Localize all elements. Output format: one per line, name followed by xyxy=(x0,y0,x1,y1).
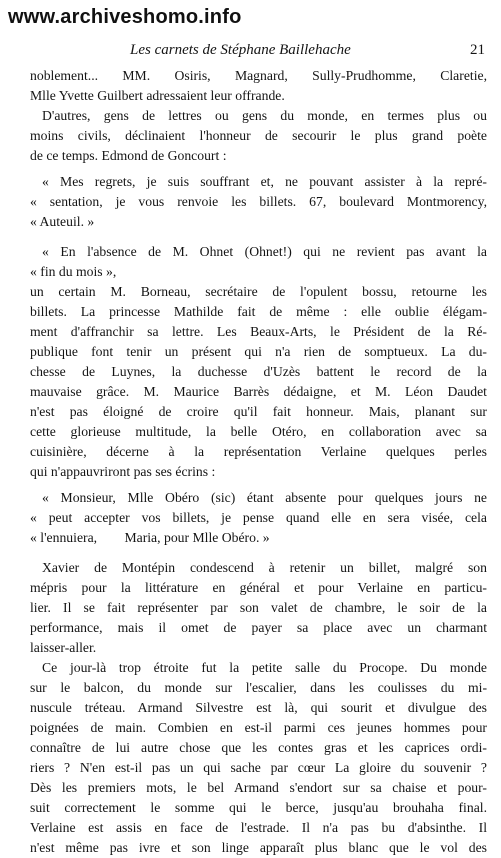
paragraph-5 xyxy=(30,658,487,858)
text-line: « fin du mois », xyxy=(30,264,117,279)
text-line: mépris pour la littérature en général et pour Verlaine en particu- xyxy=(30,580,487,595)
running-title: Les carnets de Stéphane Baillehache xyxy=(130,42,351,58)
text-line: sur le balcon, du monde sur l'escalier, dans les coulisses du mi- xyxy=(30,680,487,695)
text-line: un certain M. Borneau, secrétaire de l'opulent bossu, retourne les xyxy=(30,284,487,299)
text-line: lier. Il se fait représenter par son valet de chambre, le soir de la xyxy=(30,600,487,615)
text-line: « Monsieur, Mlle Obéro (sic) étant absente pour quelques jours ne xyxy=(42,490,487,505)
text-line: « En l'absence de M. Ohnet (Ohnet!) qui ne revient pas avant la xyxy=(42,244,487,259)
text-line: « l'ennuiera, Maria, pour Mlle Obéro. » xyxy=(30,530,270,545)
text-line: « Auteuil. » xyxy=(30,214,95,229)
text-line: moins civils, déclinaient l'honneur de secourir le plus grand poète xyxy=(30,128,487,143)
text-line: laisser-aller. xyxy=(30,640,97,655)
text-line: n'est pas éloigné de croire qu'il fait honneur. Mais, planant sur xyxy=(30,404,487,419)
text-line: Dès les premiers mots, le bel Armand s'endort sur sa chaise et pour- xyxy=(30,780,487,795)
text-line: Xavier de Montépin condescend à retenir un billet, malgré son xyxy=(42,560,487,575)
page-number: 21 xyxy=(470,42,485,58)
text-line: cette glorieuse multitude, la belle Otéro, en collaboration avec sa xyxy=(30,424,487,439)
text-line: performance, mais il omet de payer sa place avec un charmant xyxy=(30,620,487,635)
text-line: cuisinière, décerne à la représentation Verlaine quelques perles xyxy=(30,444,487,459)
text-line: de ce temps. Edmond de Goncourt : xyxy=(30,148,227,163)
text-line: ment d'affranchir sa lettre. Les Beaux-Arts, le Président de la Ré- xyxy=(30,324,487,339)
paragraph-2 xyxy=(30,106,487,166)
text-line: mauvaise grâce. M. Maurice Barrès dédaigne, et M. Léon Daudet xyxy=(30,384,487,399)
text-line: billets. La princesse Mathilde fait de même : elle oublie élégam- xyxy=(30,304,487,319)
paragraph-3 xyxy=(30,282,487,482)
text-line: suit correctement le somme qui le berce, jusqu'au brouhaha final. xyxy=(30,800,487,815)
quote-goncourt xyxy=(30,172,487,232)
text-line: Mlle Yvette Guilbert adressaient leur offrande. xyxy=(30,88,285,103)
text-line: « Mes regrets, je suis souffrant et, ne pouvant assister à la repré- xyxy=(42,174,487,189)
text-line: « peut accepter vos billets, je pense quand elle en sera visée, cela xyxy=(30,510,487,525)
text-line: connaître de lui autre chose que les contes gras et les caprices ordi- xyxy=(30,740,487,755)
text-line: noblement... MM. Osiris, Magnard, Sully-Prudhomme, Claretie, xyxy=(30,68,487,83)
text-line: qui n'appauvriront pas ses écrins : xyxy=(30,464,216,479)
text-line: n'est même pas ivre et son linge apparaît plus blanc que le vol des xyxy=(30,840,487,855)
text-line: poignées de main. Combien en est-il parmi ces jeunes hommes pour xyxy=(30,720,487,735)
text-line: publique font tenir un présent qui n'a rien de somptueux. La du- xyxy=(30,344,487,359)
paragraph-4 xyxy=(30,558,487,658)
text-line: nuscule tréteau. Armand Silvestre est là, qui sourit et divulgue des xyxy=(30,700,487,715)
body-text xyxy=(30,66,487,858)
paragraph-1 xyxy=(30,66,487,106)
text-line: Verlaine est assis en face de l'estrade. Il n'a pas bu d'absinthe. Il xyxy=(30,820,487,835)
text-line: riers ? N'en est-il pas un qui sache par cœur La gloire du souvenir ? xyxy=(30,760,487,775)
site-watermark: www.archiveshomo.info xyxy=(8,6,242,28)
text-line: « sentation, je vous renvoie les billets. 67, boulevard Montmorency, xyxy=(30,194,487,209)
text-line: D'autres, gens de lettres ou gens du monde, en termes plus ou xyxy=(42,108,487,123)
text-line: Ce jour-là trop étroite fut la petite salle du Procope. Du monde xyxy=(42,660,487,675)
running-header xyxy=(30,42,485,62)
quote-otero xyxy=(30,488,487,548)
text-line: chesse de Luynes, la duchesse d'Uzès battent le record de la xyxy=(30,364,487,379)
quote-ohnet xyxy=(30,242,487,282)
